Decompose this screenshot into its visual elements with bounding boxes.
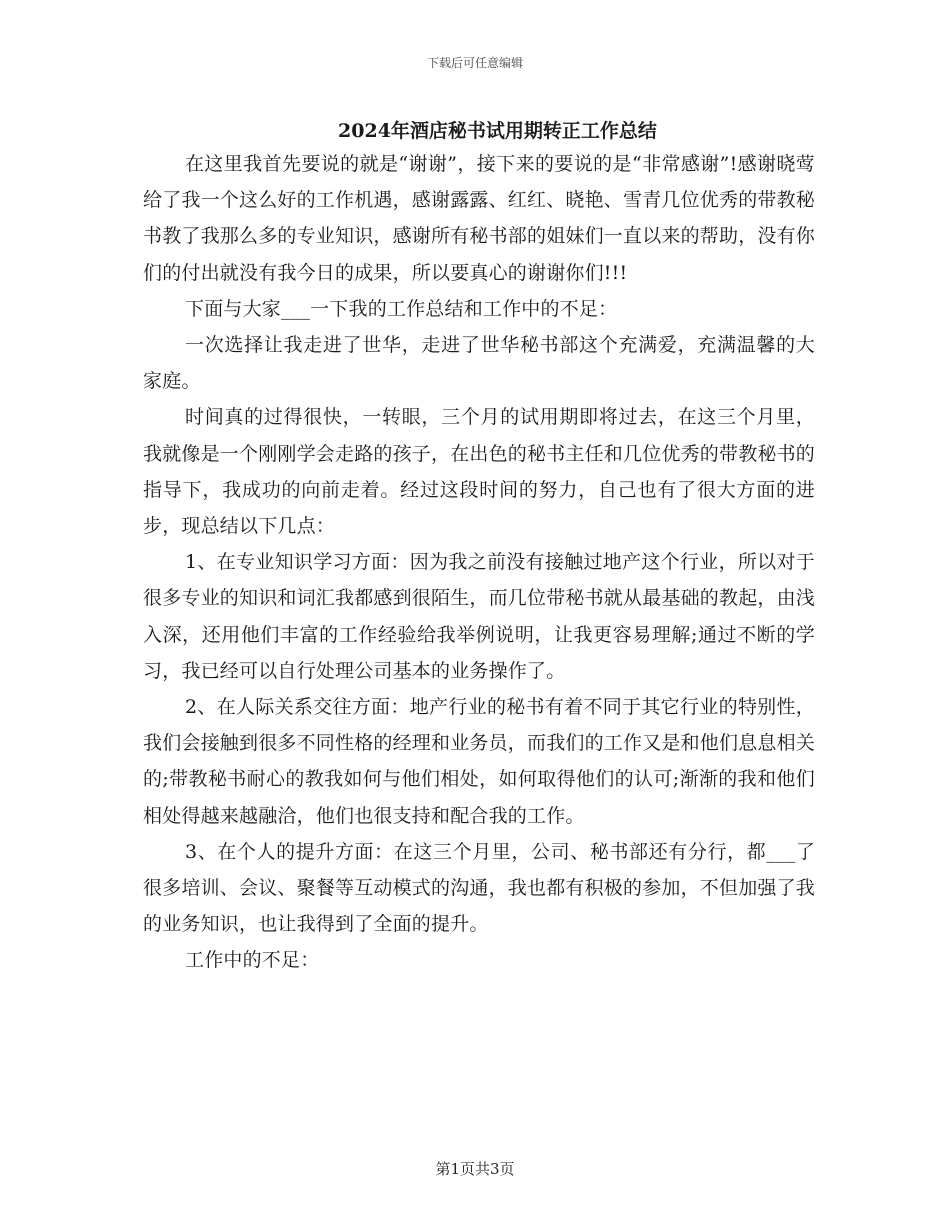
paragraph-point-2: 2、在人际关系交往方面：地产行业的秘书有着不同于其它行业的特别性，我们会接触到很多不同性格的经理和业务员，而我们的工作又是和他们息息相关的;带教秘书耐心的教我如何与他们相处，如何取得他们的认可;渐渐的我和他们相处得越来越融洽，他们也很支持和配合我的工作。 [143,696,816,827]
paragraph-choice: 一次选择让我走进了世华，走进了世华秘书部这个充满爱，充满温馨的大家庭。 [143,334,815,393]
paragraph-thanks: 在这里我首先要说的就是“谢谢”，接下来的要说的是“非常感谢”!感谢晓莺给了我一个这么好的工作机遇，感谢露露、红红、晓艳、雪青几位优秀的带教秘书教了我那么多的专业知识，感谢所有秘书部的姐妹们一直以来的帮助，没有你们的付出就没有我今日的成果，所以要真心的谢谢你们!!! [143,153,816,284]
paragraph-point-1: 1、在专业知识学习方面：因为我之前没有接触过地产这个行业，所以对于很多专业的知识和词汇我都感到很陌生，而几位带秘书就从最基础的教起，由浅入深，还用他们丰富的工作经验给我举例说明，让我更容易理解;通过不断的学习，我已经可以自行处理公司基本的业务操作了。 [143,551,816,682]
paragraph-point-3: 3、在个人的提升方面：在这三个月里，公司、秘书部还有分行，都___了很多培训、会议、聚餐等互动模式的沟通，我也都有积极的参加，不但加强了我的业务知识，也让我得到了全面的提升。 [143,840,816,936]
document-title: 2024年酒店秘书试用期转正工作总结 [338,120,657,142]
page-number: 第1页共3页 [435,1160,515,1178]
paragraph-intro: 下面与大家___一下我的工作总结和工作中的不足： [185,297,618,320]
paragraph-time: 时间真的过得很快，一转眼，三个月的试用期即将过去，在这三个月里，我就像是一个刚刚学会走路的孩子，在出色的秘书主任和几位优秀的带教秘书的指导下，我成功的向前走着。经过这段时间的努力，自己也有了很大方面的进步，现总结以下几点： [143,406,816,538]
header-note: 下载后可任意编辑 [426,56,523,70]
document-body [143,146,815,979]
paragraph-shortcomings: 工作中的不足： [185,949,320,972]
